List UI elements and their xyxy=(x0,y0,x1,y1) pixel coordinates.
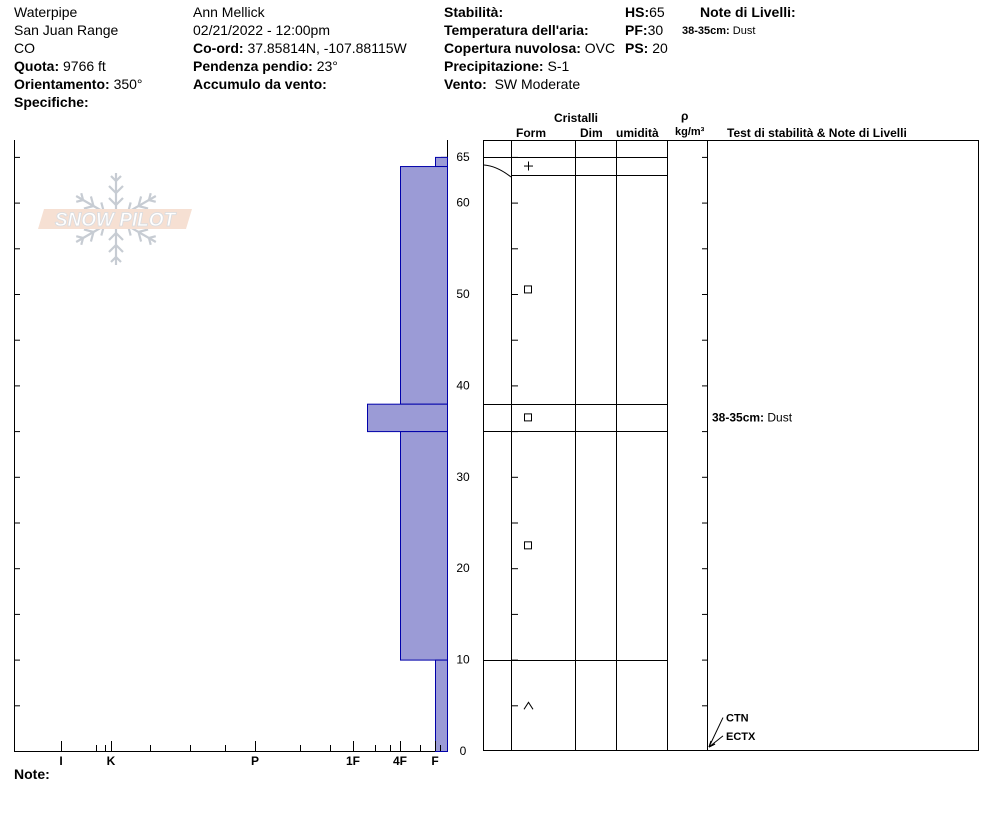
depth-tick-labels xyxy=(456,150,470,758)
depth-tick-label: 40 xyxy=(456,378,470,393)
hardness-label: P xyxy=(250,754,260,768)
density-unit-header: kg/m³ xyxy=(675,126,705,138)
depth-tick-label: 65 xyxy=(456,149,470,164)
wind-label: Vento: xyxy=(444,76,487,92)
wind-loading-label: Accumulo da vento: xyxy=(193,76,327,92)
depth-tick-label: 60 xyxy=(456,195,470,210)
tests-header: Test di stabilità & Note di Livelli xyxy=(727,126,907,140)
air-temp-label: Temperatura dell'aria: xyxy=(444,22,589,38)
hardness-label: I xyxy=(59,754,63,768)
stability-test-arrow xyxy=(709,718,723,747)
depth-tick-label: 20 xyxy=(456,561,470,576)
coord-value: 37.85814N, -107.88115W xyxy=(247,40,407,56)
faceted-grain-symbol xyxy=(525,542,532,549)
note-label: Note: xyxy=(14,766,50,782)
hs-value: 65 xyxy=(649,4,665,20)
grain-form-symbols xyxy=(524,162,533,710)
stability-label: Stabilità: xyxy=(444,4,504,20)
depth-tick-label: 0 xyxy=(459,744,467,758)
layer-note-range: 38-35cm: xyxy=(712,410,765,425)
state: CO xyxy=(14,40,35,56)
elevation-value: 9766 ft xyxy=(63,58,106,74)
pf-label: PF: xyxy=(625,22,648,38)
hardness-ticks xyxy=(62,741,441,751)
size-header: Dim xyxy=(580,126,603,140)
layer-notes xyxy=(712,410,793,424)
aspect-label: Orientamento: xyxy=(14,76,110,92)
depth-tick-label: 30 xyxy=(456,469,470,484)
stability-test-label: ECTX xyxy=(726,730,756,743)
hardness-label: F xyxy=(431,754,439,768)
layer-table-frame xyxy=(484,140,979,751)
specifics-label: Specifiche: xyxy=(14,94,89,110)
hs-label: HS: xyxy=(625,4,650,20)
slope-label: Pendenza pendio: xyxy=(193,58,313,74)
wind-value: SW Moderate xyxy=(494,76,581,92)
stability-test-label: CTN xyxy=(726,712,749,725)
stability-tests xyxy=(709,713,756,747)
ps-value: 20 xyxy=(652,40,668,56)
layer-connector xyxy=(484,165,511,177)
hardness-bar xyxy=(401,432,448,660)
precip-value: S-1 xyxy=(547,58,570,74)
pf-value: 30 xyxy=(647,22,664,38)
faceted-grain-symbol xyxy=(525,414,532,421)
depth-hoar-symbol xyxy=(524,702,533,709)
datetime: 02/21/2022 - 12:00pm xyxy=(193,22,330,38)
slope-value: 23° xyxy=(316,58,338,74)
hardness-bar xyxy=(401,167,448,405)
moisture-header: umidità xyxy=(616,126,659,140)
rho-header: ρ xyxy=(681,109,689,123)
layer-note-text: Dust xyxy=(732,25,756,37)
hardness-bars xyxy=(368,157,448,751)
snow-pilot-logo xyxy=(38,173,192,265)
hardness-label: 1F xyxy=(345,754,361,768)
coord-label: Co-ord: xyxy=(193,40,244,56)
observer: Ann Mellick xyxy=(193,4,265,20)
ps-label: PS: xyxy=(625,40,649,56)
layer-notes-label: Note di Livelli: xyxy=(700,4,796,20)
layer-note-range: 38-35cm: xyxy=(682,25,730,37)
depth-tick-label: 50 xyxy=(456,287,470,301)
layer-note xyxy=(712,410,793,424)
elevation-label: Quota: xyxy=(14,58,60,74)
hardness-label: K xyxy=(106,754,116,768)
faceted-grain-symbol xyxy=(525,286,532,293)
hardness-frame xyxy=(14,140,448,752)
hardness-bar xyxy=(436,660,448,751)
hardness-label: 4F xyxy=(392,754,408,768)
sky-label: Copertura nuvolosa: xyxy=(444,40,581,56)
range: San Juan Range xyxy=(14,22,119,38)
depth-tick-label: 10 xyxy=(456,652,470,667)
hardness-labels xyxy=(59,754,438,768)
precip-label: Precipitazione: xyxy=(444,58,544,74)
sky-value: OVC xyxy=(584,40,616,56)
crystals-header: Cristalli xyxy=(554,111,599,125)
hardness-bar xyxy=(436,157,448,166)
logo-text: SNOW PILOT xyxy=(54,210,176,231)
form-header: Form xyxy=(516,126,546,140)
location: Waterpipe xyxy=(14,4,78,20)
aspect-value: 350° xyxy=(113,76,143,92)
layer-note-text: Dust xyxy=(764,410,793,425)
hardness-bar xyxy=(368,404,448,431)
